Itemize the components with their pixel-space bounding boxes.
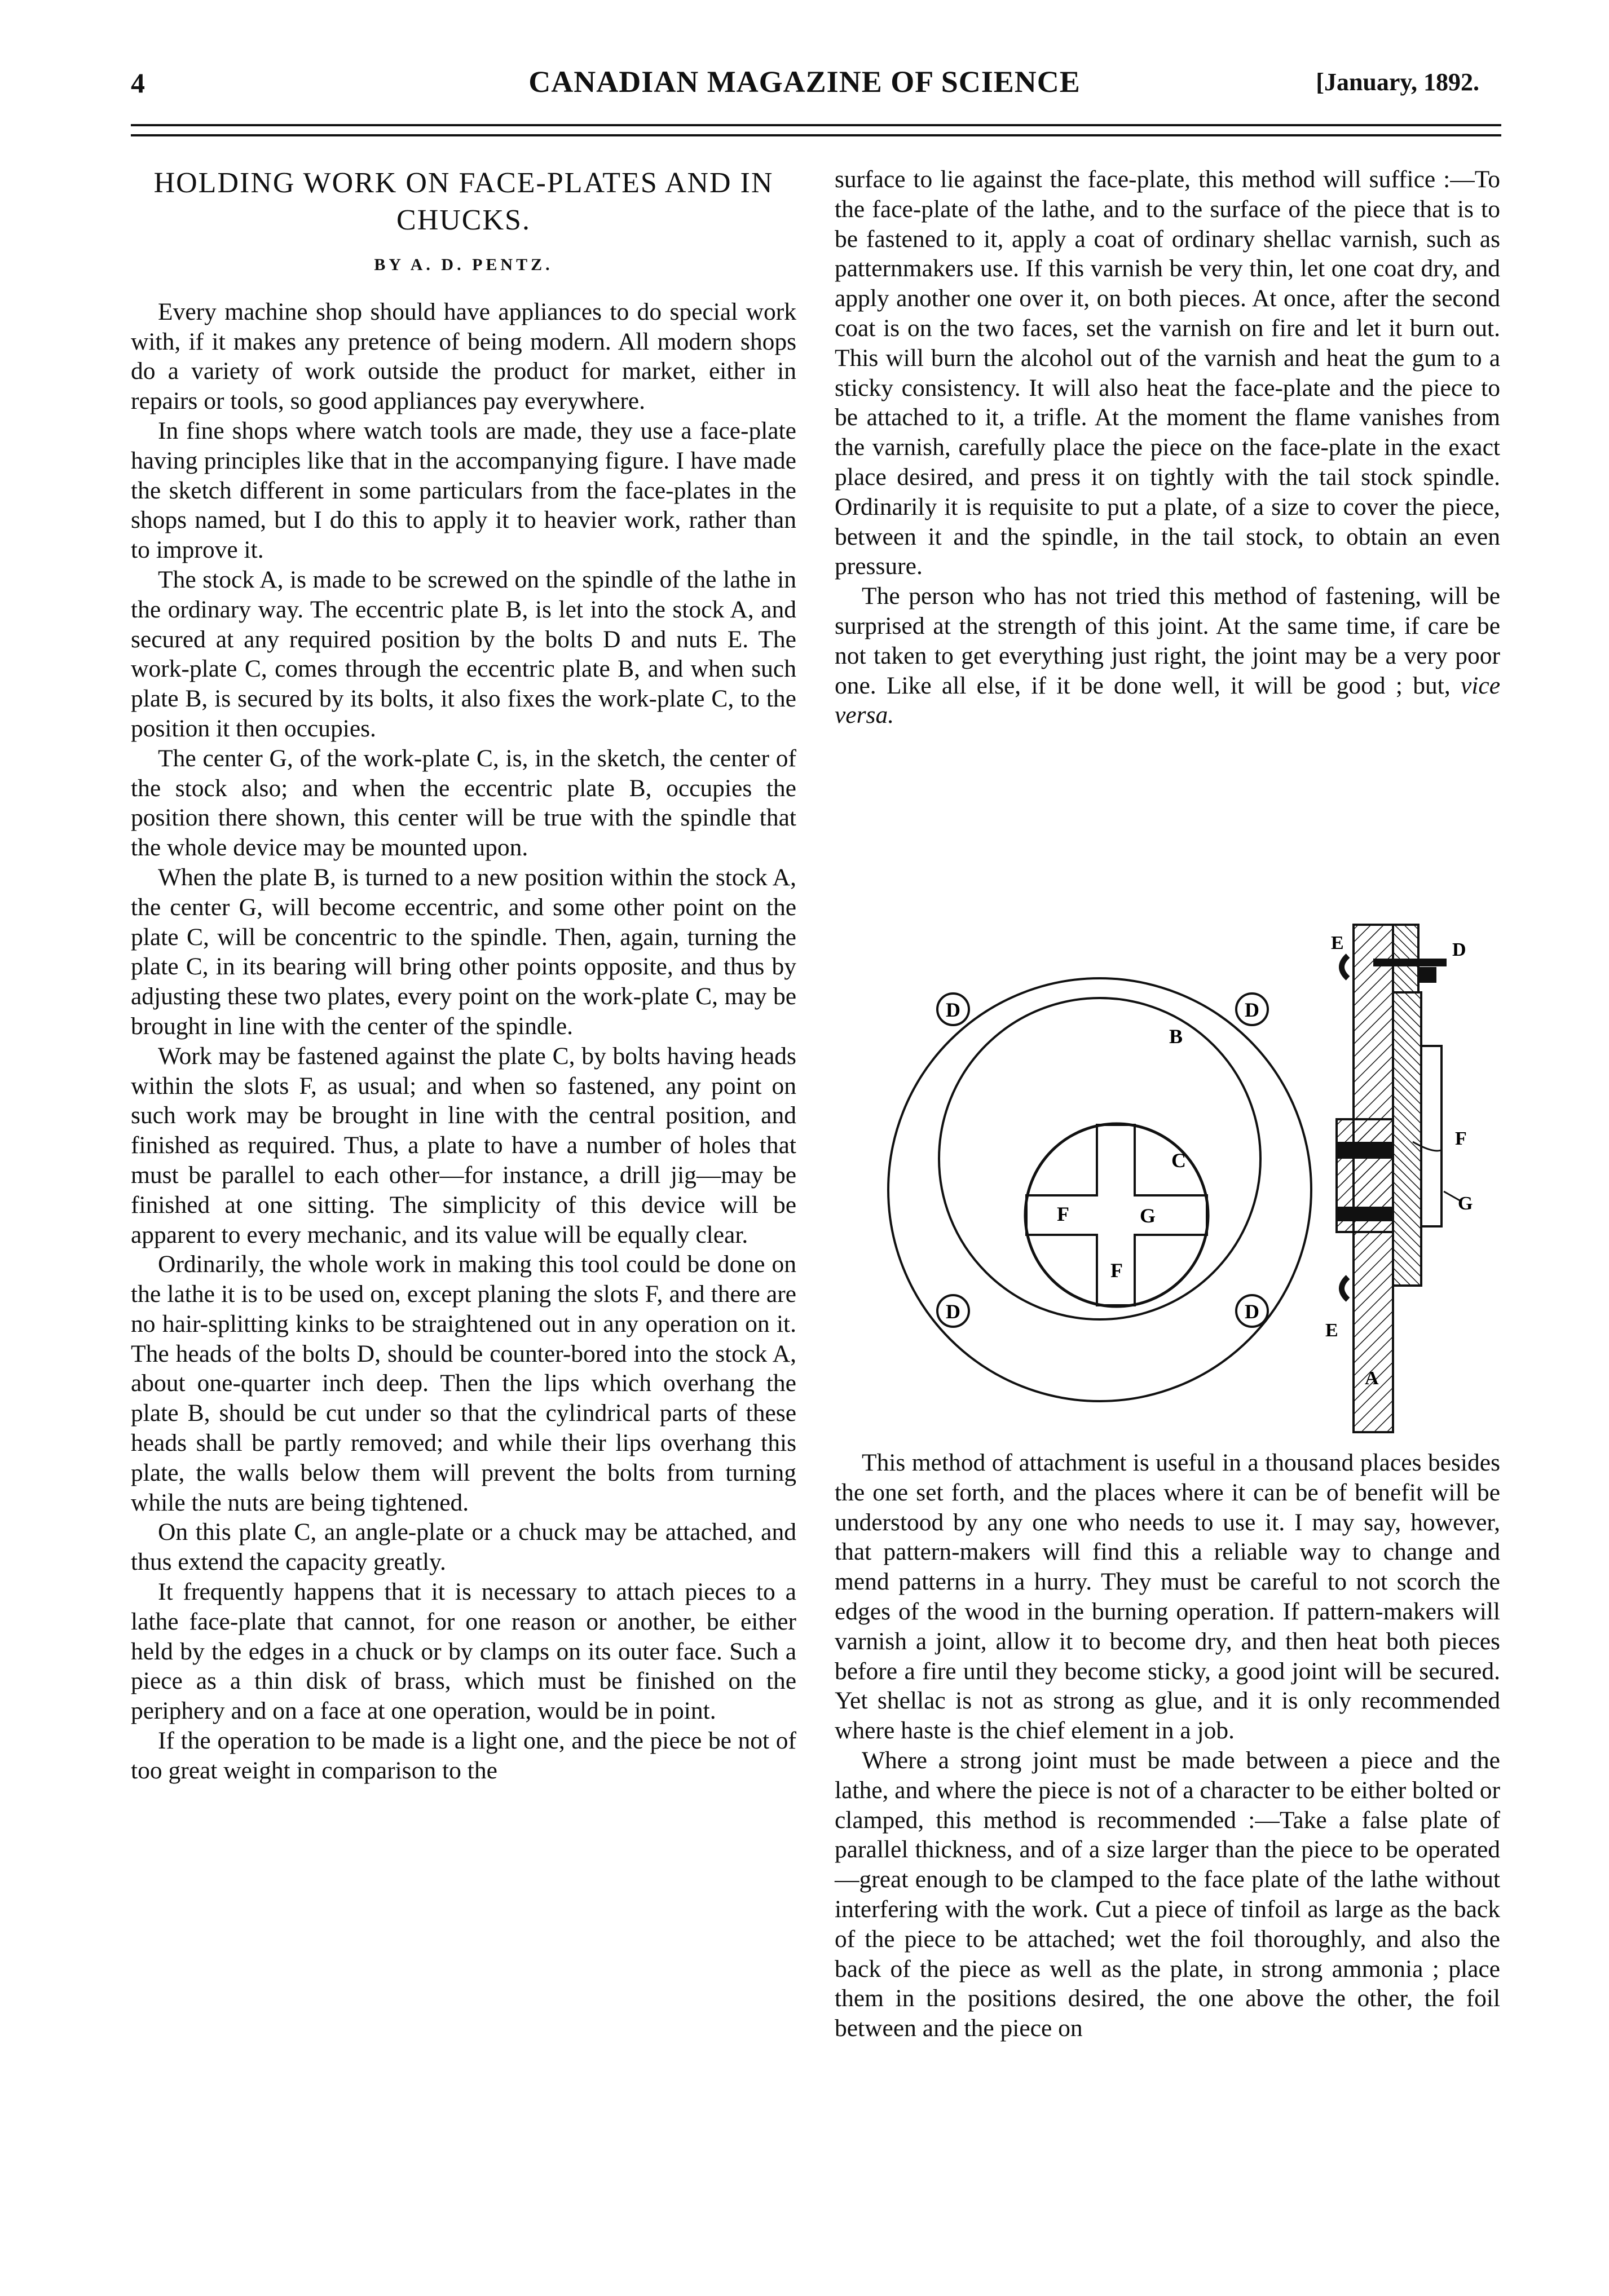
label-d: D [946, 1300, 960, 1323]
article-byline: BY A. D. PENTZ. [374, 255, 553, 274]
label-f: F [1110, 1259, 1123, 1282]
right-column-top [835, 165, 1500, 730]
right-column-bottom [835, 1448, 1500, 2043]
paragraph: When the plate B, is turned to a new position within the stock A, the center G, will become eccentric, and some other point on the plate C, will be concentric to the spindle. Then, again, turning the plate C, in its bearing will bring other points opposite, and thus by adjusting these two plates, every point on the work-plate C, may be brought in line with the center of the spindle. [131, 863, 796, 1040]
label-e: E [1325, 1320, 1338, 1341]
left-column [131, 165, 796, 1786]
paragraph: Work may be fastened against the plate C, by bolts having heads within the slots F, as usual; and when so fastened, any point on such work may be brought in line with the central position, and finished as required. Thus, a plate to have a number of holes that must be parallel to each other—for instance, a drill jig—may be finished at one sitting. The simplicity of this device will be apparent to every mechanic, and its value will be equally clear. [131, 1042, 796, 1248]
face-plate-figure [869, 916, 1500, 1435]
paragraph [835, 581, 1500, 730]
paragraph: surface to lie against the face-plate, this method will suffice :—To the face-plate of the lathe, and to the surface of the piece that is to be fastened to it, apply a coat of ordinary shellac varnish, such as patternmakers use. If this varnish be very thin, let one coat dry, and apply another one over it, on both pieces. At once, after the second coat is on the two faces, set the varnish on fire and let it burn out. This will burn the alcohol out of the varnish and heat the gum to a sticky consistency. It will also heat the face-plate and the piece to be attached to it, a trifle. At the moment the flame vanishes from the varnish, carefully place the piece on the face-plate in the exact place desired, and press it on tightly with the tail stock spindle. Ordinarily it is requisite to put a plate, of a size to cover the piece, between it and the spindle, in the tail stock, to obtain an even pressure. [835, 166, 1500, 580]
label-c: C [1171, 1149, 1186, 1172]
label-f: F [1057, 1203, 1069, 1225]
label-d: D [1245, 1300, 1259, 1323]
paragraph: Every machine shop should have appliances to do special work with, if it makes any pretence of being modern. All modern shops do a variety of work outside the product for market, either in repairs or tools, so good appliances pay everywhere. [131, 298, 796, 415]
paragraph-text: The person who has not tried this method of fastening, will be surprised at the strength of this joint. At the same time, if care be not taken to get everything just right, the joint may be a very poor one. Like all else, if it be done well, it will be good ; but, [835, 582, 1500, 699]
paragraph: The center G, of the work-plate C, is, in the sketch, the center of the stock also; and when the eccentric plate B, occupies the position there shown, this center will be true with the spindle that the whole device may be mounted upon. [131, 744, 796, 862]
paragraph: In fine shops where watch tools are made, they use a face-plate having principles like that in the accompanying figure. I have made the sketch different in some particulars from the face-plates in the shops named, but I do this to apply it to heavier work, rather than to improve it. [131, 417, 796, 564]
vice-versa-text: vice versa. [835, 672, 1501, 729]
label-d: D [1245, 999, 1259, 1021]
paragraph: The stock A, is made to be screwed on the spindle of the lathe in the ordinary way. The eccentric plate B, is let into the stock A, and secured at any required position by the bolts D and nuts E. The work-plate C, comes through the eccentric plate B, and when such plate B, is secured by its bolts, it also fixes the work-plate C, to the position it then occupies. [131, 566, 796, 742]
label-d: D [1452, 939, 1466, 960]
header-rule-upper [131, 124, 1501, 126]
paragraph: Where a strong joint must be made between a piece and the lathe, and where the piece is not of a character to be either bolted or clamped, this method is recommended :—Take a false plate of parallel thickness, and of a size larger than the piece to be operated—great enough to be clamped to the face plate of the lathe without interfering with the work. Cut a piece of tinfoil as large as the back of the piece to be attached; wet the foil thoroughly, and also the back of the piece as well as the plate, in strong ammonia ; place them in the positions desired, the one above the other, the foil between and the piece on [835, 1746, 1501, 2042]
label-d: D [946, 999, 960, 1021]
label-b: B [1169, 1025, 1183, 1048]
paragraph: This method of attachment is useful in a thousand places besides the one set forth, and the places where it can be of benefit will be understood by any one who needs to use it. I may say, however, that pattern-makers will find this a reliable way to change and mend patterns in a hurry. They must be careful to not scorch the edges of the wood in the burning operation. If pattern-makers will varnish a joint, allow it to become dry, and then heat both pieces before a fire until they become sticky, a good joint will be secured. Yet shellac is not as strong as glue, and it is only recommended where haste is the chief element in a job. [835, 1449, 1500, 1745]
front-view [888, 978, 1311, 1401]
label-a: A [1365, 1368, 1379, 1389]
paragraph: If the operation to be made is a light one, and the piece be not of too great weight in comparison to the [131, 1727, 796, 1784]
paragraph: On this plate C, an angle-plate or a chuck may be attached, and thus extend the capacity greatly. [131, 1518, 796, 1576]
label-f: F [1455, 1128, 1467, 1149]
issue-date: [January, 1892. [1316, 68, 1479, 96]
paragraph: It frequently happens that it is necessary to attach pieces to a lathe face-plate that cannot, for one reason or another, be either held by the edges in a chuck or by clamps on its outer face. Such a piece as a thin disk of brass, which must be finished on the periphery and on a face at one operation, would be in point. [131, 1578, 796, 1725]
label-e: E [1331, 933, 1344, 953]
section-view [1325, 925, 1473, 1432]
article-title: HOLDING WORK ON FACE-PLATES AND IN CHUCKS. [153, 167, 774, 236]
page-header [0, 0, 1609, 113]
face-plate-diagram [869, 916, 1500, 1435]
magazine-title: CANADIAN MAGAZINE OF SCIENCE [528, 65, 1081, 99]
paragraph: Ordinarily, the whole work in making this tool could be done on the lathe it is to be used on, except planing the slots F, and there are no hair-splitting kinks to be straightened out in any operation on it. The heads of the bolts D, should be counter-bored into the stock A, about one-quarter inch deep. Then the lips which overhang the plate B, should be cut under so that the cylindrical parts of these heads shall be partly removed; and while their lips overhang this plate, the walls below them will prevent the bolts from turning while the nuts are being tightened. [131, 1251, 796, 1516]
label-g: G [1458, 1193, 1473, 1214]
page-number: 4 [131, 67, 145, 99]
label-g: G [1139, 1204, 1156, 1227]
header-rule-lower [131, 134, 1501, 136]
